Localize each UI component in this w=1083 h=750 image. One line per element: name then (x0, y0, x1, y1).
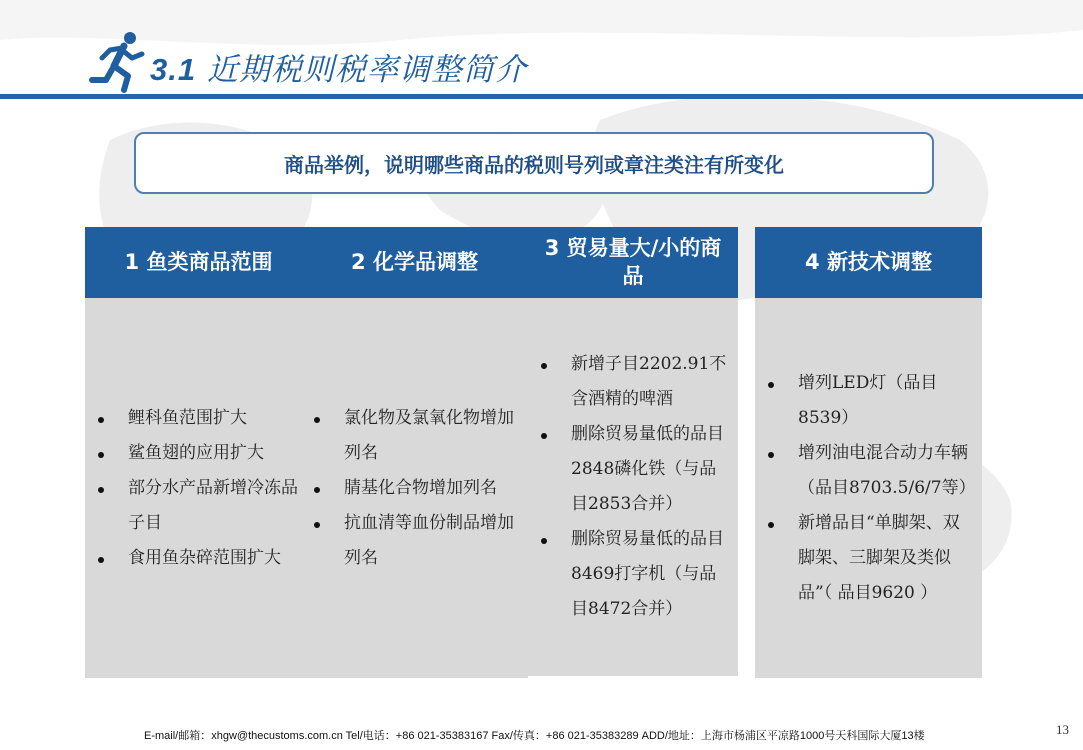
bullet-list (767, 366, 974, 611)
column-header-text: 3 贸易量大/小的商品 (544, 236, 722, 288)
list-item: 新增子目2202.91不含酒精的啤酒 (540, 347, 730, 417)
column-body (85, 298, 312, 678)
subtitle-text: 商品举例，说明哪些商品的税则号列或章注类注有所变化 (284, 152, 784, 177)
column-body (755, 298, 982, 678)
bullet-list (540, 347, 730, 627)
bullet-list (97, 401, 304, 576)
column-header (301, 227, 528, 298)
list-item: 新增品目“单脚架、双脚架、三脚架及类似品”（ 品目9620 ） (767, 506, 974, 611)
column-body (528, 298, 738, 676)
title-divider (0, 94, 1083, 99)
running-man-icon (88, 30, 150, 94)
column-header-text: 4 新技术调整 (805, 249, 932, 274)
list-item: 增列LED灯（品目8539） (767, 366, 974, 436)
title-text: 近期税则税率调整简介 (206, 52, 527, 88)
column-trade-volume (528, 227, 738, 676)
bullet-list (313, 401, 520, 576)
list-item: 部分水产品新增冷冻品子目 (97, 471, 304, 541)
column-fish (85, 227, 312, 678)
list-item: 腈基化合物增加列名 (313, 471, 520, 506)
column-header (85, 227, 312, 298)
page-number: 13 (1056, 722, 1069, 737)
list-item: 抗血清等血份制品增加列名 (313, 506, 520, 576)
list-item: 鲨鱼翅的应用扩大 (97, 436, 304, 471)
column-body (301, 298, 528, 678)
page-title (150, 44, 527, 89)
list-item: 增列油电混合动力车辆（品目8703.5/6/7等） (767, 436, 974, 506)
column-header-text: 1 鱼类商品范围 (124, 249, 273, 274)
column-chemicals (301, 227, 528, 678)
list-item: 删除贸易量低的品目2848磷化铁（与品目2853合并） (540, 417, 730, 522)
title-number: 3.1 (150, 52, 197, 87)
footer-contact: E-mail/邮箱：xhgw@thecustoms.com.cn Tel/电话：+86 021-35383167 Fax/传真：+86 021-35383289 ADD/地址：上海市杨浦区平凉路1000号天科国际大厦13楼 (144, 730, 925, 742)
list-item: 鲤科鱼范围扩大 (97, 401, 304, 436)
column-header-text: 2 化学品调整 (351, 249, 478, 274)
list-item: 氯化物及氯氧化物增加列名 (313, 401, 520, 471)
column-header (528, 227, 738, 298)
list-item: 食用鱼杂碎范围扩大 (97, 541, 304, 576)
subtitle-box (134, 132, 934, 194)
column-header (755, 227, 982, 298)
list-item: 删除贸易量低的品目8469打字机（与品目8472合并） (540, 522, 730, 627)
column-new-technology (755, 227, 982, 678)
